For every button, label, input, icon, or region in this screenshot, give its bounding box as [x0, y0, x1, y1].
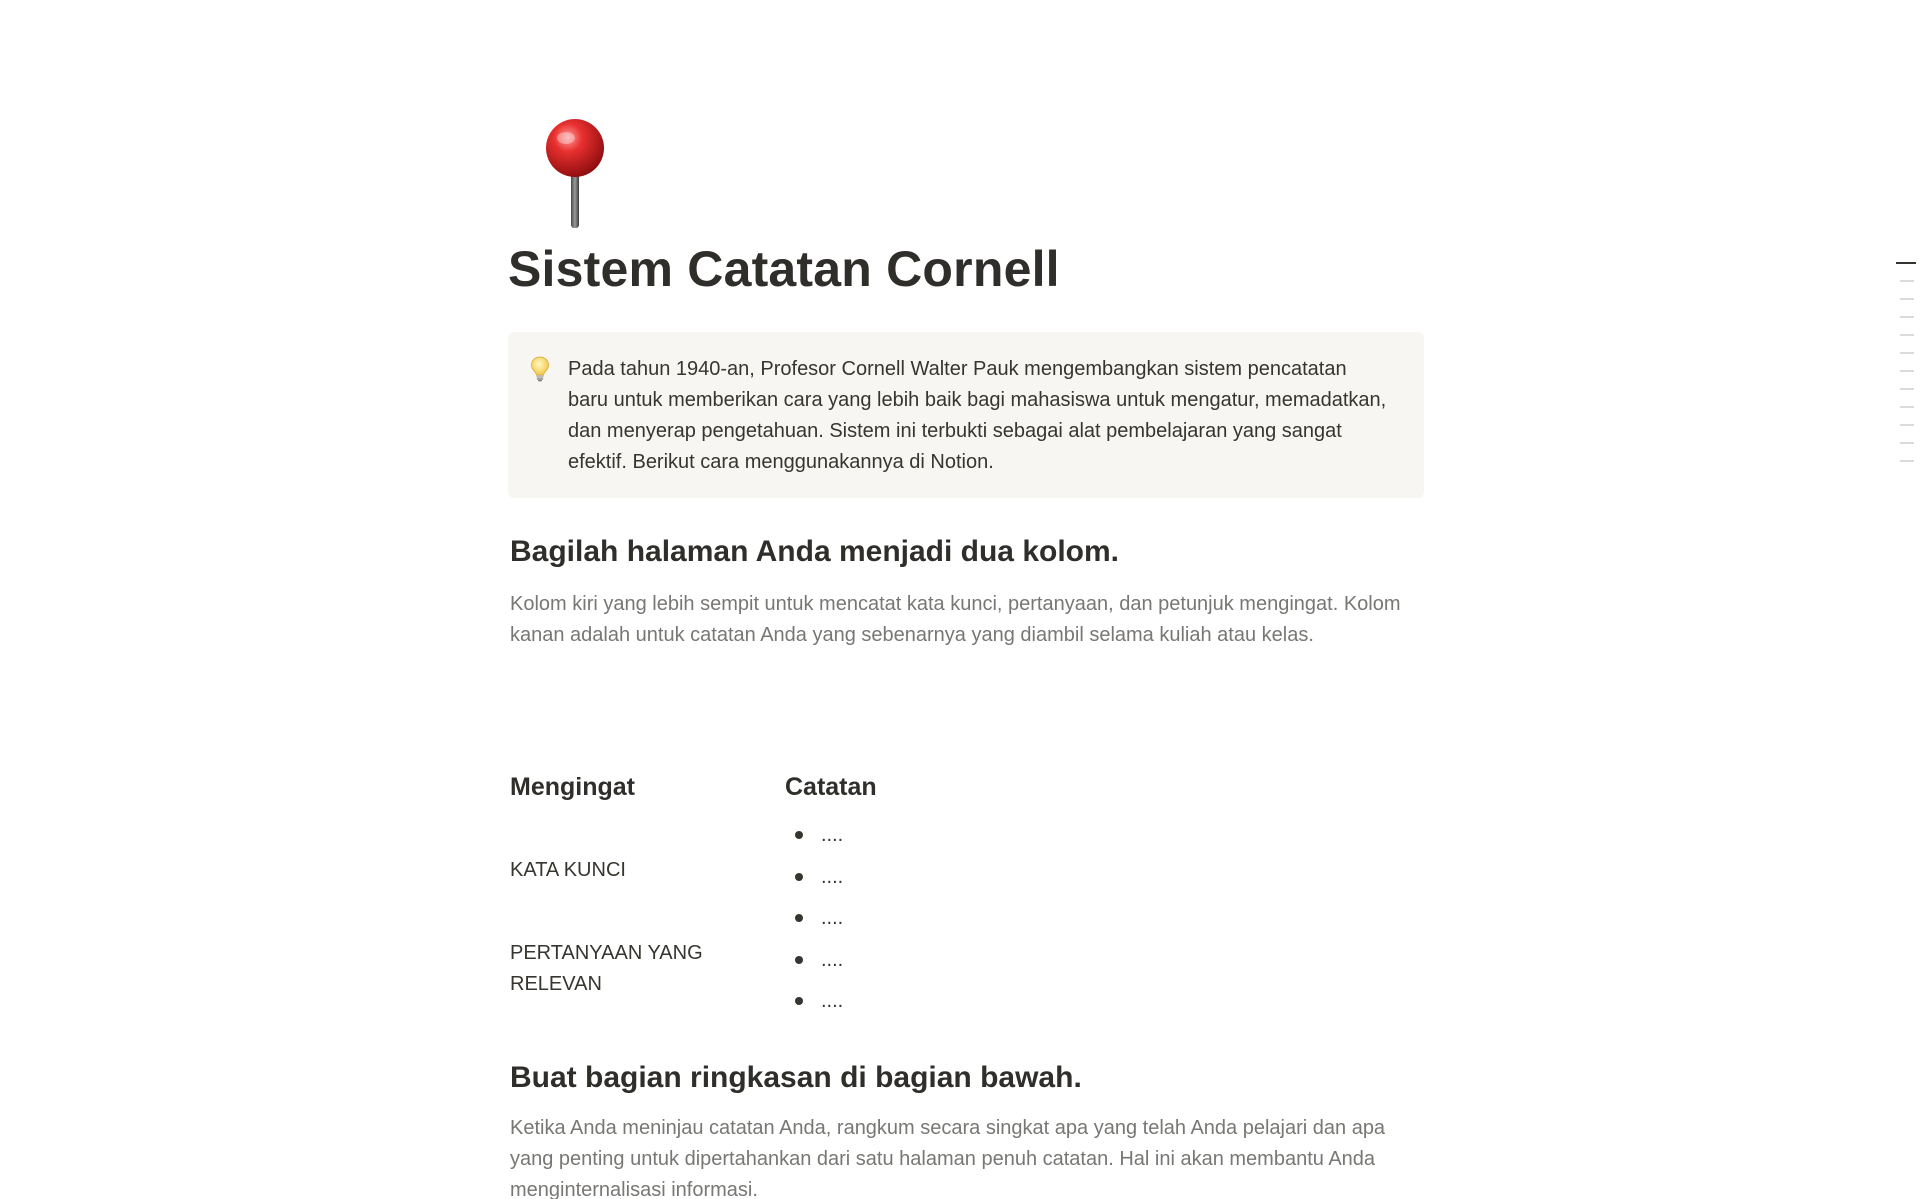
list-item-text: .... — [821, 824, 844, 846]
section-heading-columns[interactable]: Bagilah halaman Anda menjadi dua kolom. — [510, 535, 1120, 568]
section-text-summary[interactable]: Ketika Anda meninjau catatan Anda, rangkum secara singkat apa yang telah Anda pelajari dan apa yang penting untuk dipertahankan dari satu halaman penuh catatan. Hal ini akan membantu Anda menginternalisasi informasi. — [510, 1117, 1386, 1199]
notes-bullet-list — [785, 815, 843, 1023]
toc-line[interactable] — [1900, 442, 1914, 444]
bullet-dot-icon — [795, 997, 803, 1005]
notes-column — [785, 767, 1085, 1012]
toc-line[interactable] — [1900, 424, 1914, 426]
toc-line[interactable] — [1900, 406, 1914, 408]
list-item[interactable] — [785, 857, 843, 899]
round-pushpin-icon[interactable] — [540, 118, 610, 230]
section-heading-summary[interactable]: Buat bagian ringkasan di bagian bawah. — [510, 1061, 1082, 1094]
section-text-columns[interactable]: Kolom kiri yang lebih sempit untuk mencatat kata kunci, pertanyaan, dan petunjuk mengingat. Kolom kanan adalah untuk catatan Anda yang sebenarnya yang diambil selama kuliah atau kelas. — [510, 593, 1401, 646]
toc-line[interactable] — [1900, 388, 1914, 390]
toc-line[interactable] — [1900, 370, 1914, 372]
recall-item-questions[interactable]: PERTANYAAN YANG RELEVAN — [510, 942, 703, 995]
bullet-dot-icon — [795, 956, 803, 964]
recall-column-heading[interactable]: Mengingat — [510, 773, 635, 801]
toc-line[interactable] — [1900, 334, 1914, 336]
callout-text[interactable]: Pada tahun 1940-an, Profesor Cornell Walter Pauk mengembangkan sistem pencatatan baru untuk memberikan cara yang lebih baik bagi mahasiswa untuk mengatur, memadatkan, dan menyerap pengetahuan. Sistem ini terbukti sebagai alat pembelajaran yang sangat efektif. Berikut cara menggunakannya di Notion. — [568, 358, 1387, 473]
list-item[interactable] — [785, 815, 843, 857]
toc-line[interactable] — [1900, 316, 1914, 318]
list-item-text: .... — [821, 865, 844, 888]
toc-line[interactable] — [1900, 298, 1914, 300]
list-item-text: .... — [821, 948, 844, 971]
bullet-dot-icon — [795, 914, 803, 922]
lightbulb-icon[interactable] — [530, 356, 550, 382]
toc-line[interactable] — [1900, 352, 1914, 354]
page-title[interactable]: Sistem Catatan Cornell — [508, 241, 1060, 297]
list-item-text: .... — [821, 990, 844, 1012]
recall-column — [510, 767, 750, 995]
table-of-contents-minimap[interactable] — [1896, 262, 1916, 478]
list-item[interactable] — [785, 981, 843, 1023]
notes-column-heading[interactable]: Catatan — [785, 773, 877, 801]
list-item-text: .... — [821, 907, 844, 929]
list-item[interactable] — [785, 940, 843, 982]
toc-line[interactable] — [1900, 280, 1914, 282]
toc-line[interactable] — [1900, 460, 1914, 462]
callout-block[interactable] — [508, 332, 1424, 498]
recall-item-keywords[interactable]: KATA KUNCI — [510, 859, 626, 881]
bullet-dot-icon — [795, 831, 803, 839]
list-item[interactable] — [785, 898, 843, 940]
toc-line[interactable] — [1896, 262, 1916, 264]
bullet-dot-icon — [795, 873, 803, 881]
